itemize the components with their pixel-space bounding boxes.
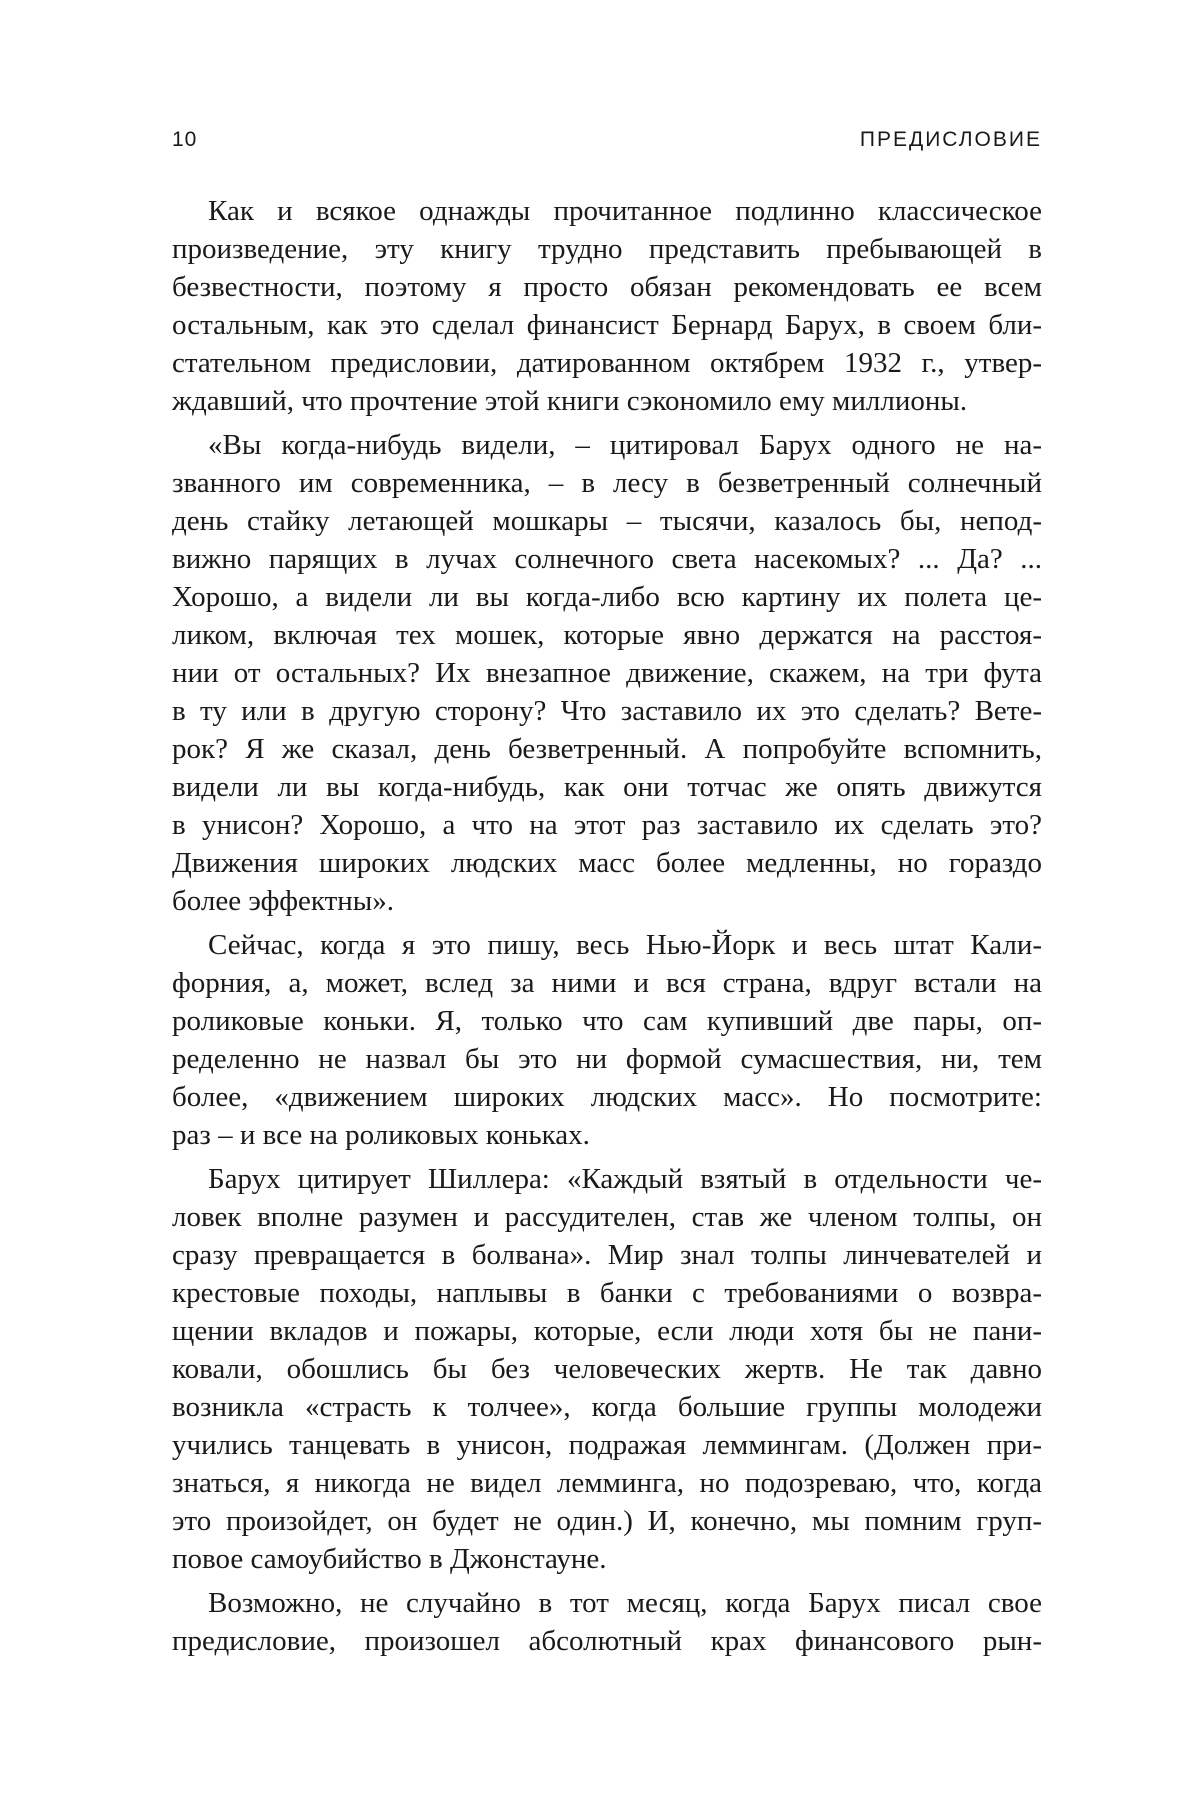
text-line: щении вкладов и пожары, которые, если люди хотя бы не пани- — [172, 1315, 1042, 1347]
text-line: в унисон? Хорошо, а что на этот раз заставило их сделать это? — [172, 809, 1042, 841]
text-line: Движения широких людских масс более медленны, но гораздо — [172, 847, 1042, 879]
text-line: рок? Я же сказал, день безветренный. А попробуйте вспомнить, — [172, 733, 1042, 765]
running-head — [172, 128, 1042, 158]
text-line: видели ли вы когда-нибудь, как они тотчас же опять движутся — [172, 771, 1042, 803]
text-line: ковали, обошлись бы без человеческих жертв. Не так давно — [172, 1353, 1042, 1385]
text-line: это произойдет, он будет не один.) И, конечно, мы помним груп- — [172, 1505, 1042, 1537]
text-line: ждавший, что прочтение этой книги сэкономило ему миллионы. — [172, 385, 968, 417]
text-line: ловек вполне разумен и рассудителен, став же членом толпы, он — [172, 1201, 1042, 1233]
text-line: вижно парящих в лучах солнечного света насекомых? ... Да? ... — [172, 543, 1042, 575]
text-line: роликовые коньки. Я, только что сам купивший две пары, оп- — [172, 1005, 1042, 1037]
text-line: учились танцевать в унисон, подражая леммингам. (Должен при- — [172, 1429, 1042, 1461]
text-line: безвестности, поэтому я просто обязан рекомендовать ее всем — [172, 271, 1042, 303]
text-line: Возможно, не случайно в тот месяц, когда Барух писал свое — [208, 1587, 1042, 1619]
text-line: предисловие, произошел абсолютный крах финансового рын- — [172, 1625, 1042, 1657]
body-text — [172, 192, 1042, 1660]
text-line: в ту или в другую сторону? Что заставило их это сделать? Вете- — [172, 695, 1042, 727]
text-line: нии от остальных? Их внезапное движение, скажем, на три фута — [172, 657, 1042, 689]
text-line: более эффектны». — [172, 885, 395, 917]
page-number: 10 — [172, 128, 198, 151]
section-title: ПРЕДИСЛОВИЕ — [859, 128, 1042, 151]
text-line: остальным, как это сделал финансист Бернард Барух, в своем бли- — [172, 309, 1042, 341]
text-line: званного им современника, – в лесу в безветренный солнечный — [172, 467, 1042, 499]
text-line: «Вы когда-нибудь видели, – цитировал Барух одного не на- — [208, 429, 1042, 461]
text-line: произведение, эту книгу трудно представить пребывающей в — [172, 233, 1042, 265]
paragraph — [172, 192, 1042, 420]
text-line: стательном предисловии, датированном октябрем 1932 г., утвер- — [172, 347, 1042, 379]
paragraph — [172, 426, 1042, 920]
text-line: сразу превращается в болвана». Мир знал толпы линчевателей и — [172, 1239, 1042, 1271]
text-line: Как и всякое однажды прочитанное подлинно классическое — [208, 195, 1042, 227]
paragraph — [172, 926, 1042, 1154]
text-line: день стайку летающей мошкары – тысячи, казалось бы, непод- — [172, 505, 1042, 537]
text-line: Сейчас, когда я это пишу, весь Нью-Йорк и весь штат Кали- — [208, 929, 1042, 961]
paragraph — [172, 1160, 1042, 1578]
text-line: Барух цитирует Шиллера: «Каждый взятый в отдельности че- — [208, 1163, 1042, 1195]
text-line: ликом, включая тех мошек, которые явно держатся на расстоя- — [172, 619, 1042, 651]
text-line: более, «движением широких людских масс». Но посмотрите: — [172, 1081, 1042, 1113]
text-line: ределенно не назвал бы это ни формой сумасшествия, ни, тем — [172, 1043, 1042, 1075]
text-line: Хорошо, а видели ли вы когда-либо всю картину их полета це- — [172, 581, 1042, 613]
paragraph — [172, 1584, 1042, 1660]
text-line: раз – и все на роликовых коньках. — [172, 1119, 590, 1151]
text-line: форния, а, может, вслед за ними и вся страна, вдруг встали на — [172, 967, 1042, 999]
text-line: крестовые походы, наплывы в банки с требованиями о возвра- — [172, 1277, 1042, 1309]
text-line: повое самоубийство в Джонстауне. — [172, 1543, 607, 1575]
text-line: возникла «страсть к толчее», когда большие группы молодежи — [172, 1391, 1042, 1423]
text-line: знаться, я никогда не видел лемминга, но подозреваю, что, когда — [172, 1467, 1042, 1499]
